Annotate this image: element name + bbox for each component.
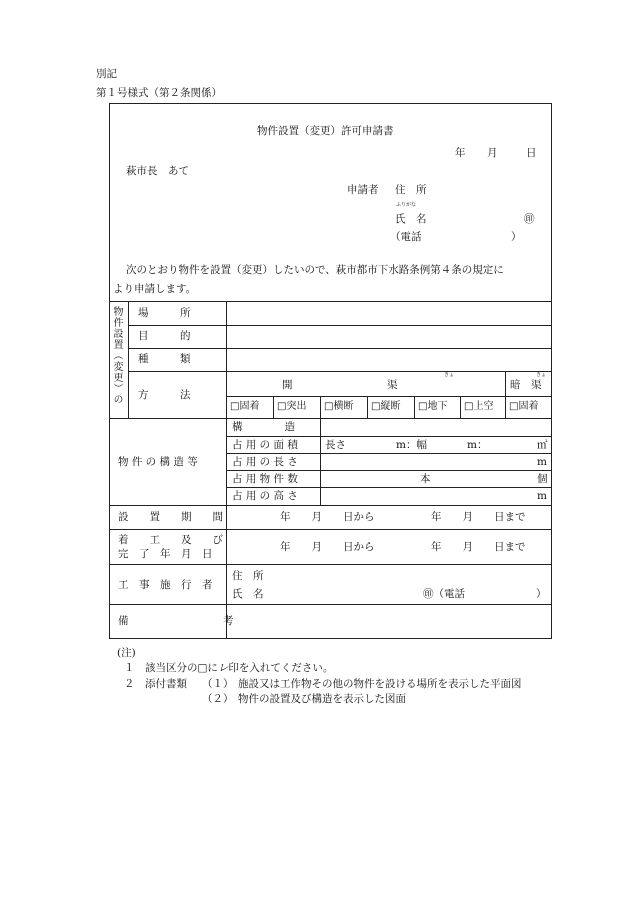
applicant-label: 申請者 <box>347 184 379 196</box>
construction-from: 年 月 日から <box>280 541 375 553</box>
contractor-name-label: 氏 名 <box>232 588 264 600</box>
row-label-type: 種 類 <box>138 353 191 365</box>
check-mark-icon: レ <box>217 662 229 674</box>
structure-label: 物 件 の 構 造 等 <box>118 456 198 468</box>
open-channel-label: 開 渠 <box>282 379 398 391</box>
table-line <box>226 301 227 639</box>
row-label-method: 方 法 <box>138 389 191 401</box>
table-line <box>273 396 274 418</box>
count-hon: 本 <box>420 473 431 485</box>
note-2-number: ２ <box>124 678 135 690</box>
checkbox-fixed-culvert[interactable]: □固着 <box>509 401 539 412</box>
culvert-ruby: きょ <box>536 372 547 378</box>
checkbox-underground[interactable]: □地下 <box>418 401 448 412</box>
table-line <box>109 505 552 506</box>
sub-label-height: 占 用 の 高 さ <box>232 490 298 502</box>
intro-line-2: より申請します。 <box>113 283 197 295</box>
checkbox-overhead[interactable]: □上空 <box>464 401 494 412</box>
checkbox-longitudinal[interactable]: □縦断 <box>371 401 401 412</box>
area-m-label: m： <box>467 439 488 451</box>
note-1-number: １ <box>124 662 135 674</box>
table-line <box>460 396 461 418</box>
period-label: 設 置 期 間 <box>118 511 223 523</box>
checkbox-cross[interactable]: □横断 <box>324 401 354 412</box>
form-title: 物件設置（変更）許可申請書 <box>257 125 394 137</box>
construction-label-1: 着 工 及 び <box>118 534 223 546</box>
note-1 <box>145 663 333 674</box>
sub-label-length: 占 用 の 長 さ <box>232 456 298 468</box>
table-line <box>226 396 552 397</box>
applicant-seal: ㊞ <box>524 213 535 225</box>
note-1-text: 該当区分の□に <box>145 662 218 674</box>
applicant-phone-close: ） <box>511 231 522 243</box>
checkbox-protrude[interactable]: □突出 <box>277 401 307 412</box>
applicant-furigana: ふりがな <box>396 202 417 208</box>
table-line <box>109 301 552 302</box>
table-line <box>320 418 321 505</box>
length-unit: m <box>537 456 547 468</box>
area-unit: ㎡ <box>537 439 548 451</box>
construction-to: 年 月 日まで <box>431 541 526 553</box>
table-line <box>128 325 552 326</box>
addressee: 萩市長 あて <box>126 165 189 177</box>
notes-heading: (注) <box>117 647 136 659</box>
contractor-seal-phone: ㊞（電話 <box>423 588 465 600</box>
attachment-1-number: （１） <box>202 678 234 690</box>
table-line <box>109 418 552 419</box>
attachment-1: 施設又は工作物その他の物件を設ける場所を表示した平面図 <box>238 678 522 690</box>
table-line <box>109 604 552 605</box>
table-line <box>128 348 552 349</box>
culvert-label: 暗 渠 <box>510 379 542 391</box>
contractor-phone-close: ） <box>536 588 547 600</box>
date-year: 年 <box>455 147 466 159</box>
contractor-label: 工 事 施 行 者 <box>118 579 213 591</box>
applicant-name-label: 氏 名 <box>395 213 427 225</box>
table-line <box>226 470 552 471</box>
applicant-phone-open: （電話 <box>390 231 422 243</box>
table-line <box>367 396 368 418</box>
open-channel-ruby: きょ <box>444 372 455 378</box>
date-month: 月 <box>487 147 498 159</box>
note-2-label: 添付書類 <box>145 678 187 690</box>
note-1-rest: 印を入れてください。 <box>228 662 334 674</box>
appendix-label: 別記 <box>96 68 117 80</box>
table-line <box>109 564 552 565</box>
sub-label-count: 占 用 物 件 数 <box>232 473 298 485</box>
checkbox-fixed-open[interactable]: □固着 <box>230 401 260 412</box>
table-line <box>505 371 506 418</box>
attachment-2-number: （２） <box>202 693 234 705</box>
intro-line-1: 次のとおり物件を設置（変更）したいので、萩市都市下水路条例第４条の規定に <box>126 264 504 276</box>
row-label-purpose: 目 的 <box>138 330 191 342</box>
sub-label-structure: 構 造 <box>232 421 295 433</box>
date-day: 日 <box>526 147 537 159</box>
contractor-address-label: 住 所 <box>232 570 264 582</box>
remarks-label: 備 考 <box>118 615 234 627</box>
area-length-label: 長さ <box>325 439 346 451</box>
table-line <box>128 371 552 372</box>
table-line <box>226 453 552 454</box>
table-line <box>320 396 321 418</box>
area-width-label: m：幅 <box>396 439 427 451</box>
table-line <box>128 301 129 418</box>
construction-label-2: 完 了 年 月 日 <box>118 548 213 560</box>
table-line <box>109 529 552 530</box>
form-number: 第１号様式（第２条関係） <box>96 87 222 99</box>
row-label-location: 場 所 <box>138 307 191 319</box>
table-line <box>226 487 552 488</box>
count-ko: 個 <box>537 473 548 485</box>
table-line <box>226 436 552 437</box>
height-unit: m <box>537 490 547 502</box>
attachment-2: 物件の設置及び構造を表示した図面 <box>238 693 406 705</box>
table-line <box>414 396 415 418</box>
side-label: 物件設置（変更）の <box>111 306 122 405</box>
period-to: 年 月 日まで <box>431 511 526 523</box>
period-from: 年 月 日から <box>280 511 375 523</box>
applicant-address-label: 住 所 <box>395 184 427 196</box>
sub-label-area: 占 用 の 面 積 <box>232 439 298 451</box>
